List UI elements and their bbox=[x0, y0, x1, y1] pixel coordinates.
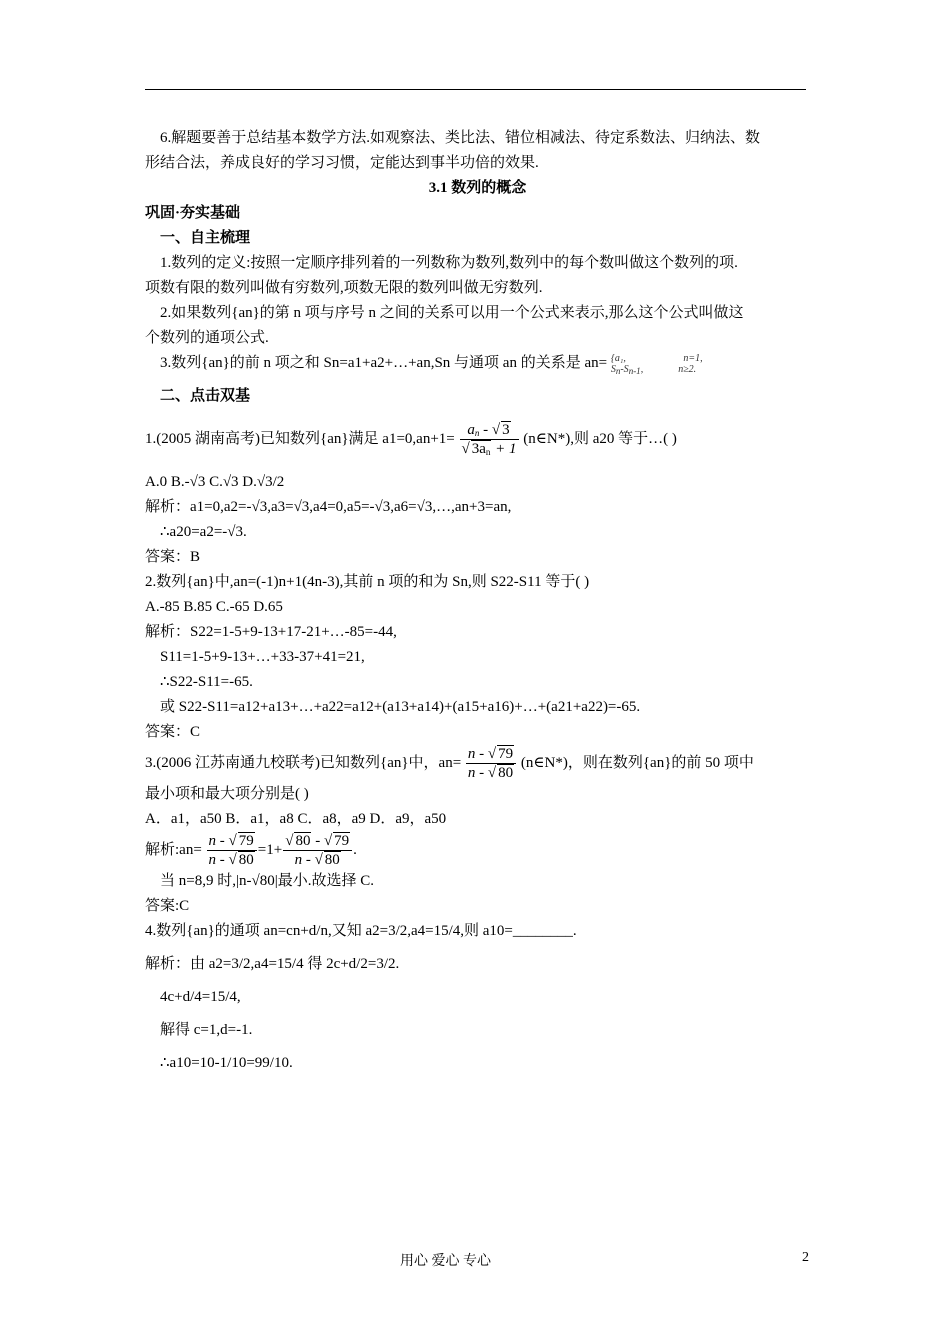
question-1-text: 1.(2005 湖南高考)已知数列{an}满足 a1=0,an+1= bbox=[145, 430, 455, 447]
definition-3-text: 3.数列{an}的前 n 项之和 Sn=a1+a2+…+an,Sn 与通项 an 的关系是 an= bbox=[160, 355, 608, 371]
question-3-solution-2: 当 n=8,9 时,|n-√80|最小.故选择 C. bbox=[160, 873, 374, 889]
document-body bbox=[145, 126, 810, 1076]
q3-fraction: $\frac{n - √ 79}{n - √ 80}$ bbox=[466, 745, 516, 782]
intro-line-2: 形结合法，养成良好的学习习惯，定能达到事半功倍的效果. bbox=[145, 155, 539, 171]
question-3-tail: (n∈N*)，则在数列{an}的前 50 项中 bbox=[520, 754, 754, 771]
part-title: 巩固·夯实基础 bbox=[145, 205, 241, 221]
question-4-solution-4: ∴a10=10-1/10=99/10. bbox=[160, 1055, 293, 1071]
question-1-tail: (n∈N*),则 a20 等于…( ) bbox=[523, 430, 677, 447]
question-1-answer: 答案：B bbox=[145, 549, 201, 565]
question-3-line-2: 最小项和最大项分别是( ) bbox=[145, 786, 309, 802]
question-3-options: A．a1，a50 B．a1，a8 C．a8，a9 D．a9，a50 bbox=[145, 811, 447, 827]
question-2-solution-1: 解析：S22=1-5+9-13+17-21+…-85=-44, bbox=[145, 624, 397, 640]
section-title: 3.1 数列的概念 bbox=[428, 180, 527, 196]
question-3-solution-label: 解析:an= bbox=[145, 841, 202, 858]
q1-fraction: $\frac{a_n - √ 3}{√ 3a_n + 1}$ bbox=[461, 422, 517, 457]
question-2-options: A.-85 B.85 C.-65 D.65 bbox=[145, 599, 283, 615]
question-1-solution-1: 解析：a1=0,a2=-√3,a3=√3,a4=0,a5=-√3,a6=√3,…,an+3=an, bbox=[145, 499, 512, 515]
piecewise-formula: {a₁, n=1, $S_n-S_{n-1}$, n≥2. bbox=[610, 352, 703, 376]
question-4: 4.数列{an}的通项 an=cn+d/n,又知 a2=3/2,a4=15/4,则 a10=________. bbox=[145, 923, 577, 939]
question-2-solution-2: S11=1-5+9-13+…+33-37+41=21, bbox=[160, 649, 365, 665]
question-3-answer: 答案:C bbox=[145, 898, 190, 914]
q3-solution-fraction-1: $\frac{n - √ 79}{n - √ 80}$ bbox=[207, 832, 257, 869]
question-2: 2.数列{an}中,an=(-1)n+1(4n-3),其前 n 项的和为 Sn,则 S22-S11 等于( ) bbox=[145, 574, 590, 590]
question-3-text: 3.(2006 江苏南通九校联考)已知数列{an}中，an= bbox=[145, 754, 462, 771]
definition-2-line-2: 个数列的通项公式. bbox=[145, 330, 269, 346]
intro-line-1: 6.解题要善于总结基本数学方法.如观察法、类比法、错位相减法、待定系数法、归纳法、数 bbox=[160, 130, 761, 146]
definition-1-line-2: 项数有限的数列叫做有穷数列,项数无限的数列叫做无穷数列. bbox=[145, 280, 543, 296]
definition-2-line-1: 2.如果数列{an}的第 n 项与序号 n 之间的关系可以用一个公式来表示,那么这个公式叫做这 bbox=[160, 305, 744, 321]
question-4-solution-3: 解得 c=1,d=-1. bbox=[160, 1022, 253, 1038]
subheading-basic-practice: 二、点击双基 bbox=[160, 388, 251, 404]
q3-solution-fraction-2: $\frac{√ 80 - √ 79}{n - √ 80}$ bbox=[283, 832, 352, 869]
question-3-solution-1: 解析:an= $\frac{n - √ 79}{n - √ 80}$ =1+ $\frac{√ 80 - √ 79}{n - √ 80}$ . bbox=[145, 833, 357, 868]
question-2-solution-4: 或 S22-S11=a12+a13+…+a22=a12+(a13+a14)+(a15+a16)+…+(a21+a22)=-65. bbox=[160, 699, 641, 715]
question-2-solution-3: ∴S22-S11=-65. bbox=[160, 674, 253, 690]
question-3 bbox=[145, 745, 810, 782]
question-4-solution-2: 4c+d/4=15/4, bbox=[160, 989, 241, 1005]
question-4-solution-1: 解析：由 a2=3/2,a4=15/4 得 2c+d/2=3/2. bbox=[145, 956, 400, 972]
subheading-self-review: 一、自主梳理 bbox=[160, 230, 251, 246]
question-2-answer: 答案：C bbox=[145, 724, 201, 740]
question-1-options: A.0 B.-√3 C.√3 D.√3/2 bbox=[145, 474, 285, 490]
footer-motto: 用心 爱心 专心 bbox=[400, 1254, 491, 1269]
definition-1-line-1: 1.数列的定义:按照一定顺序排列着的一列数称为数列,数列中的每个数叫做这个数列的项. bbox=[160, 255, 738, 271]
page-number: 2 bbox=[802, 1250, 809, 1265]
header-rule bbox=[145, 89, 806, 90]
question-1 bbox=[145, 421, 810, 458]
question-1-solution-2: ∴a20=a2=-√3. bbox=[160, 524, 247, 540]
definition-3 bbox=[145, 351, 810, 376]
